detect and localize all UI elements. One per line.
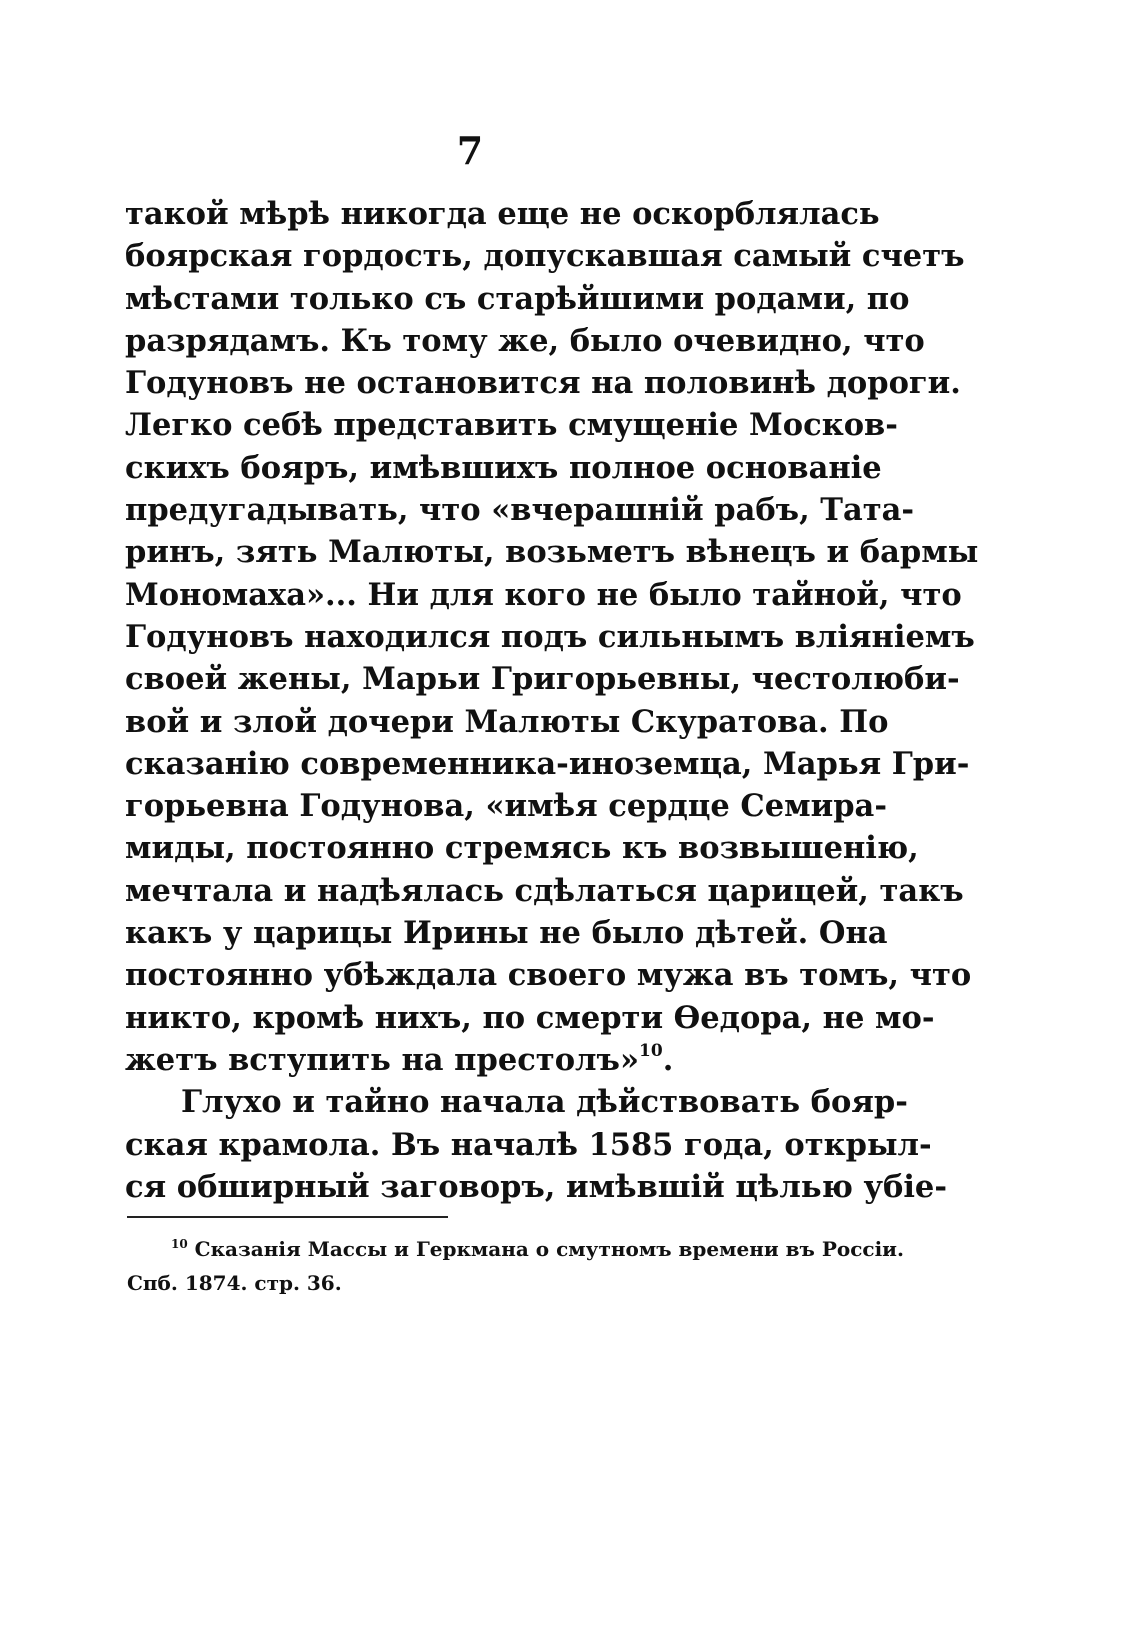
main-text bbox=[125, 193, 979, 1208]
text-line: ринъ, зять Малюты, возьметъ вѣнецъ и бармы bbox=[125, 534, 979, 571]
text-line: разрядамъ. Къ тому же, было очевидно, что bbox=[125, 322, 925, 359]
text-line: миды, постоянно стремясь къ возвышенію, bbox=[125, 830, 919, 867]
text-line: вой и злой дочери Малюты Скуратова. По bbox=[125, 703, 889, 740]
text-line: горьевна Годунова, «имѣя сердце Семира- bbox=[125, 788, 887, 825]
text-line: Годуновъ находился подъ сильнымъ вліяніемъ bbox=[125, 618, 975, 655]
text-line: какъ у царицы Ирины не было дѣтей. Она bbox=[125, 915, 888, 952]
footnote bbox=[127, 1232, 904, 1300]
text-line: боярская гордость, допускавшая самый счетъ bbox=[125, 238, 965, 275]
text-line: постоянно убѣждала своего мужа въ томъ, что bbox=[125, 957, 972, 994]
footnote-marker: 10 bbox=[171, 1237, 188, 1251]
text-line: никто, кромѣ нихъ, по смерти Ѳедора, не мо- bbox=[125, 999, 935, 1036]
text-line-content: жетъ вступить на престолъ» bbox=[125, 1041, 640, 1078]
paragraph-end-line bbox=[125, 1039, 825, 1081]
footnote-divider bbox=[127, 1216, 448, 1218]
text-line: ся обширный заговоръ, имѣвшій цѣлью убіе- bbox=[125, 1168, 947, 1205]
text-line: Годуновъ не остановится на половинѣ дороги. bbox=[125, 365, 961, 402]
footnote-line: Спб. 1874. стр. 36. bbox=[127, 1271, 342, 1295]
footnote-reference: 10 bbox=[639, 1040, 663, 1061]
text-line: мѣстами только съ старѣйшими родами, по bbox=[125, 280, 910, 317]
text-line: скихъ бояръ, имѣвшихъ полное основаніе bbox=[125, 449, 882, 486]
paragraph-first-line: Глухо и тайно начала дѣйствовать бояр- bbox=[181, 1084, 908, 1121]
text-line: предугадывать, что «вчерашній рабъ, Тата- bbox=[125, 492, 915, 529]
footnote-line bbox=[127, 1232, 904, 1266]
text-line: Легко себѣ представить смущеніе Москов- bbox=[125, 407, 898, 444]
text-line: своей жены, Марьи Григорьевны, честолюби- bbox=[125, 661, 960, 698]
text-line: мечтала и надѣялась сдѣлаться царицей, такъ bbox=[125, 872, 964, 909]
footnote-text: Сказанія Массы и Геркмана о смутномъ времени въ Россіи. bbox=[194, 1237, 904, 1261]
text-line: Мономаха»... Ни для кого не было тайной, что bbox=[125, 576, 962, 613]
page-number: 7 bbox=[456, 128, 484, 173]
text-line: такой мѣрѣ никогда еще не оскорблялась bbox=[125, 196, 880, 232]
text-line: ская крамола. Въ началѣ 1585 года, открыл- bbox=[125, 1126, 932, 1163]
text-line: сказанію современника-иноземца, Марья Гри- bbox=[125, 745, 970, 782]
sentence-end-period: . bbox=[662, 1041, 674, 1078]
